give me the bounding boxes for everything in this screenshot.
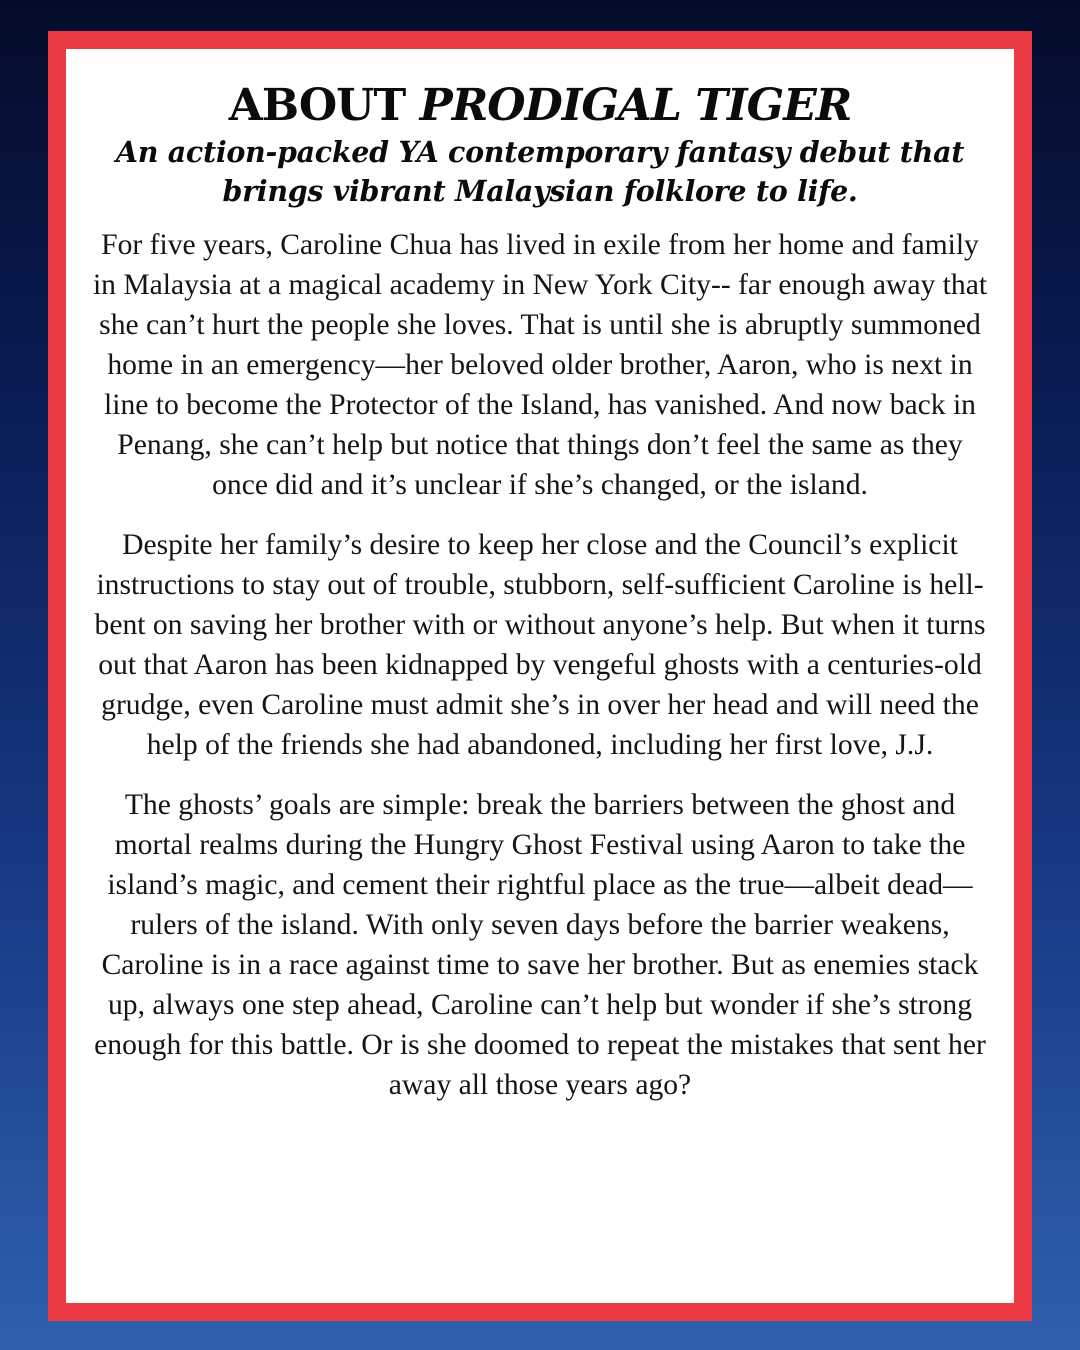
subtitle: An action-packed YA contemporary fantasy debut that brings vibrant Malaysian folklore to life. (115, 135, 965, 208)
title-prefix: ABOUT (228, 80, 406, 131)
synopsis (90, 225, 990, 1105)
content-card (66, 49, 1014, 1303)
book-title: PRODIGAL TIGER (419, 80, 852, 131)
synopsis-paragraph-2: Despite her family’s desire to keep her close and the Council’s explicit instructions to stay out of trouble, stubborn, self-sufficient Caroline is hell-bent on saving her brother with or without anyone’s help. But when it turns out that Aaron has been kidnapped by vengeful ghosts with a centuries-old grudge, even Caroline must admit she’s in over her head and will need the help of the friends she had abandoned, including her first love, J.J. (94, 529, 986, 761)
synopsis-paragraph-1: For five years, Caroline Chua has lived in exile from her home and family in Malaysia at a magical academy in New York City-- far enough away that she can’t hurt the people she loves. That is until she is abruptly summoned home in an emergency—her beloved older brother, Aaron, who is next in line to become the Protector of the Island, has vanished. And now back in Penang, she can’t help but notice that things don’t feel the same as they once did and it’s unclear if she’s changed, or the island. (92, 229, 988, 501)
page-title (90, 79, 990, 133)
red-frame (48, 31, 1032, 1321)
synopsis-paragraph-3: The ghosts’ goals are simple: break the barriers between the ghost and mortal realms during the Hungry Ghost Festival using Aaron to take the island’s magic, and cement their rightful place as the true—albeit dead—rulers of the island. With only seven days before the barrier weakens, Caroline is in a race against time to save her brother. But as enemies stack up, always one step ahead, Caroline can’t help but wonder if she’s strong enough for this battle. Or is she doomed to repeat the mistakes that sent her away all those years ago? (94, 789, 986, 1101)
